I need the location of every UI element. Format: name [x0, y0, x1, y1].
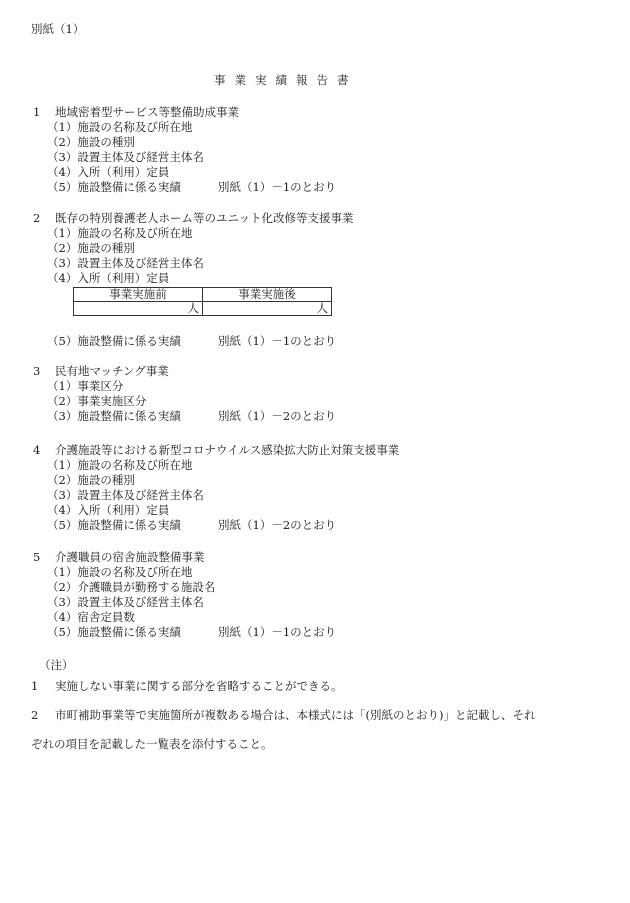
section-number: 2	[33, 211, 41, 225]
item-label: （4）入所（利用）定員	[47, 271, 170, 285]
section-item	[33, 409, 337, 424]
item-label: （2）施設の種別	[47, 241, 135, 255]
section-3	[33, 364, 337, 424]
section-title: 介護施設等における新型コロナウイルス感染拡大防止対策支援事業	[55, 443, 400, 457]
section-item	[33, 120, 239, 135]
item-reference: 別紙（1）－1のとおり	[218, 180, 337, 194]
section-heading	[33, 443, 399, 458]
item-label: （2）介護職員が勤務する施設名	[47, 580, 216, 594]
section-item	[33, 518, 399, 533]
item-label: （3）設置主体及び経営主体名	[47, 256, 204, 270]
item-label: （1）事業区分	[47, 379, 124, 393]
section-item	[33, 334, 337, 349]
item-reference: 別紙（1）－2のとおり	[218, 409, 337, 423]
note-item	[31, 708, 591, 723]
item-label: （4）入所（利用）定員	[47, 503, 170, 517]
section-2	[33, 211, 354, 286]
note-continuation: ぞれの項目を記載した一覧表を添付すること。	[31, 737, 273, 751]
item-label: （5）施設整備に係る実績	[47, 180, 181, 194]
note-number: 1	[31, 679, 39, 693]
item-label: （2）事業実施区分	[47, 394, 147, 408]
section-number: 3	[33, 364, 41, 378]
notes	[31, 658, 591, 752]
section-item	[33, 625, 337, 640]
section-item	[33, 226, 354, 241]
section-heading	[33, 211, 354, 226]
section-item	[33, 580, 215, 595]
section-item	[33, 165, 239, 180]
section-heading	[33, 105, 239, 120]
section-4	[33, 443, 399, 533]
section-item	[33, 565, 215, 580]
item-label: （2）施設の種別	[47, 473, 135, 487]
item-label: （4）入所（利用）定員	[47, 165, 170, 179]
item-label: （5）施設整備に係る実績	[47, 625, 181, 639]
note-number: 2	[31, 708, 39, 722]
section-item	[33, 394, 181, 409]
section-title: 地域密着型サービス等整備助成事業	[55, 105, 239, 119]
item-reference: 別紙（1）－1のとおり	[218, 334, 337, 348]
note-text: 実施しない事業に関する部分を省略することができる。	[55, 679, 343, 693]
section-number: 4	[33, 443, 41, 457]
section-item	[33, 610, 215, 625]
attachment-label: 別紙（1）	[31, 22, 85, 36]
before-value-cell: 人	[74, 302, 203, 316]
section-number: 5	[33, 550, 41, 564]
item-label: （4）宿舎定員数	[47, 610, 135, 624]
page-title: 事業実績報告書	[214, 73, 358, 87]
item-label: （3）設置主体及び経営主体名	[47, 488, 204, 502]
item-label: （1）施設の名称及び所在地	[47, 458, 193, 472]
capacity-table-header-row	[74, 288, 332, 302]
item-label: （5）施設整備に係る実績	[47, 518, 181, 532]
section-item	[33, 473, 399, 488]
notes-heading: （注）	[39, 658, 74, 672]
item-reference: 別紙（1）－1のとおり	[218, 625, 337, 639]
after-header: 事業実施後	[203, 288, 332, 302]
item-label: （1）施設の名称及び所在地	[47, 565, 193, 579]
section-item	[33, 458, 399, 473]
section-item	[33, 379, 181, 394]
section-item	[33, 180, 337, 195]
capacity-table-value-row	[74, 302, 332, 316]
capacity-table	[73, 287, 332, 316]
note-item	[31, 679, 591, 694]
section-heading	[33, 550, 215, 565]
item-reference: 別紙（1）－2のとおり	[218, 518, 337, 532]
after-value-cell: 人	[203, 302, 332, 316]
section-title: 介護職員の宿舎施設整備事業	[55, 550, 205, 564]
section-item	[33, 150, 239, 165]
item-label: （1）施設の名称及び所在地	[47, 120, 193, 134]
section-title: 民有地マッチング事業	[55, 364, 169, 378]
section-title: 既存の特別養護老人ホーム等のユニット化改修等支援事業	[55, 211, 354, 225]
section-1	[33, 105, 337, 195]
before-header: 事業実施前	[74, 288, 203, 302]
section-item	[33, 488, 399, 503]
item-label: （2）施設の種別	[47, 135, 135, 149]
section-item	[33, 135, 239, 150]
item-label: （3）設置主体及び経営主体名	[47, 150, 204, 164]
item-label: （5）施設整備に係る実績	[47, 334, 181, 348]
section-item	[33, 241, 354, 256]
section-5	[33, 550, 337, 640]
section-heading	[33, 364, 181, 379]
note-text: 市町補助事業等で実施箇所が複数ある場合は、本様式には「(別紙のとおり)」と記載し、それ	[55, 708, 536, 722]
item-label: （3）施設整備に係る実績	[47, 409, 181, 423]
section-item	[33, 271, 354, 286]
section-item	[33, 595, 215, 610]
section-item	[33, 256, 354, 271]
item-label: （1）施設の名称及び所在地	[47, 226, 193, 240]
section-item	[33, 503, 399, 518]
section-number: 1	[33, 105, 41, 119]
item-label: （3）設置主体及び経営主体名	[47, 595, 204, 609]
